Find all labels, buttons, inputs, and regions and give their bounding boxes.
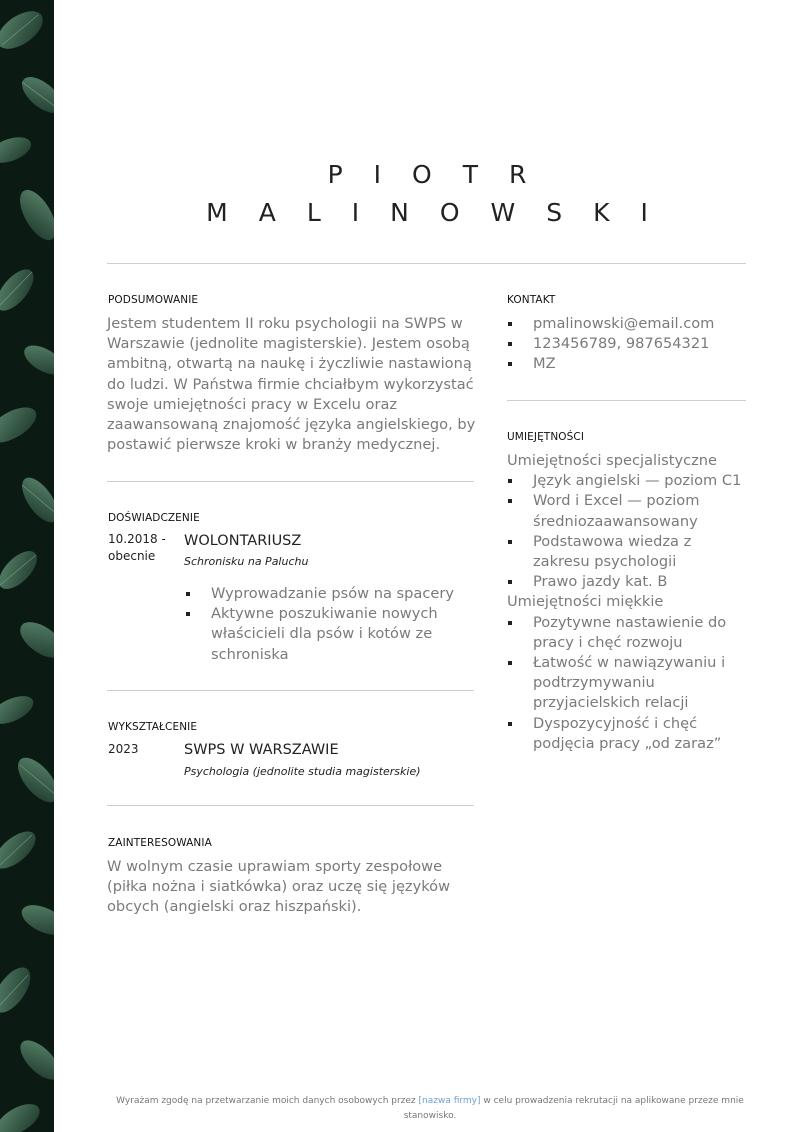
experience-date: 10.2018 - obecnie — [108, 532, 166, 563]
name-text: PIOTR — [327, 160, 558, 189]
soft-skills-list — [507, 613, 747, 754]
gdpr-consent — [110, 1094, 750, 1124]
last-name — [54, 198, 800, 227]
list-item: Pozytywne nastawienie do pracy i chęć rozwoju — [507, 613, 747, 653]
summary-title: PODSUMOWANIE — [108, 294, 199, 306]
consent-text-end: w celu prowadzenia rekrutacji na aplikowane przeze mnie stanowisko. — [403, 1096, 744, 1121]
list-item: Podstawowa wiedza z zakresu psychologii — [507, 532, 747, 572]
interests-title: ZAINTERESOWANIA — [108, 837, 212, 849]
list-item: Język angielski — poziom C1 — [507, 471, 747, 491]
list-item: Word i Excel — poziom średniozaawansowany — [507, 491, 747, 531]
experience-bullets — [185, 584, 470, 665]
contact-divider — [507, 400, 746, 401]
experience-position: WOLONTARIUSZ — [184, 533, 302, 549]
interests-text: W wolnym czasie uprawiam sporty zespołowe (piłka nożna i siatkówka) oraz uczę się języków obcych (angielski oraz hiszpański). — [107, 858, 451, 916]
header-divider — [107, 263, 746, 264]
name-text: MALINOWSKI — [206, 198, 679, 227]
hard-skills-title: Umiejętności specjalistyczne — [507, 452, 718, 469]
summary-text: Jestem studentem II roku psychologii na SWPS w Warszawie (jednolite magisterskie). Jestem osobą ambitną, otwartą na naukę i życzliwie nastawioną do ludzi. W Państwa firmie chciałbym wykorzystać swoje umiejętności pracy w Excelu oraz zaawansowaną znajomość języka angielskiego, by postawić pierwsze kroki w branży medycznej. — [107, 315, 476, 454]
contact-phone: 123456789, 987654321 — [507, 334, 747, 354]
list-item: Łatwość w nawiązywaniu i podtrzymywaniu przyjacielskich relacji — [507, 653, 747, 714]
leaves-image — [0, 0, 54, 1132]
list-item: Aktywne poszukiwanie nowych właścicieli dla psów i kotów ze schroniska — [185, 604, 470, 665]
list-item: Prawo jazdy kat. B — [507, 572, 747, 592]
skills-title: UMIEJĘTNOŚCI — [507, 431, 585, 443]
list-item: Wyprowadzanie psów na spacery — [185, 584, 470, 604]
summary-divider — [107, 481, 474, 482]
education-school: SWPS W WARSZAWIE — [184, 742, 339, 758]
contact-region: MZ — [507, 354, 747, 374]
company-name-placeholder: [nazwa firmy] — [418, 1096, 481, 1106]
list-item: Dyspozycyjność i chęć podjęcia pracy „od zaraz” — [507, 714, 747, 754]
first-name — [54, 160, 800, 189]
hard-skills-list — [507, 471, 747, 592]
education-year: 2023 — [108, 742, 139, 756]
education-field: Psychologia (jednolite studia magisterskie) — [184, 765, 421, 778]
contact-list — [507, 314, 747, 375]
contact-title: KONTAKT — [507, 294, 556, 306]
leaf-decoration — [0, 0, 54, 1132]
experience-divider — [107, 690, 474, 691]
skills-block — [507, 451, 747, 754]
experience-place: Schronisku na Paluchu — [184, 555, 309, 568]
contact-email: pmalinowski@email.com — [507, 314, 747, 334]
experience-title: DOŚWIADCZENIE — [108, 512, 200, 524]
education-title: WYKSZTAŁCENIE — [108, 721, 198, 733]
soft-skills-title: Umiejętności miękkie — [507, 593, 664, 611]
consent-text-start: Wyrażam zgodę na przetwarzanie moich danych osobowych przez — [116, 1096, 419, 1106]
education-divider — [107, 805, 474, 806]
